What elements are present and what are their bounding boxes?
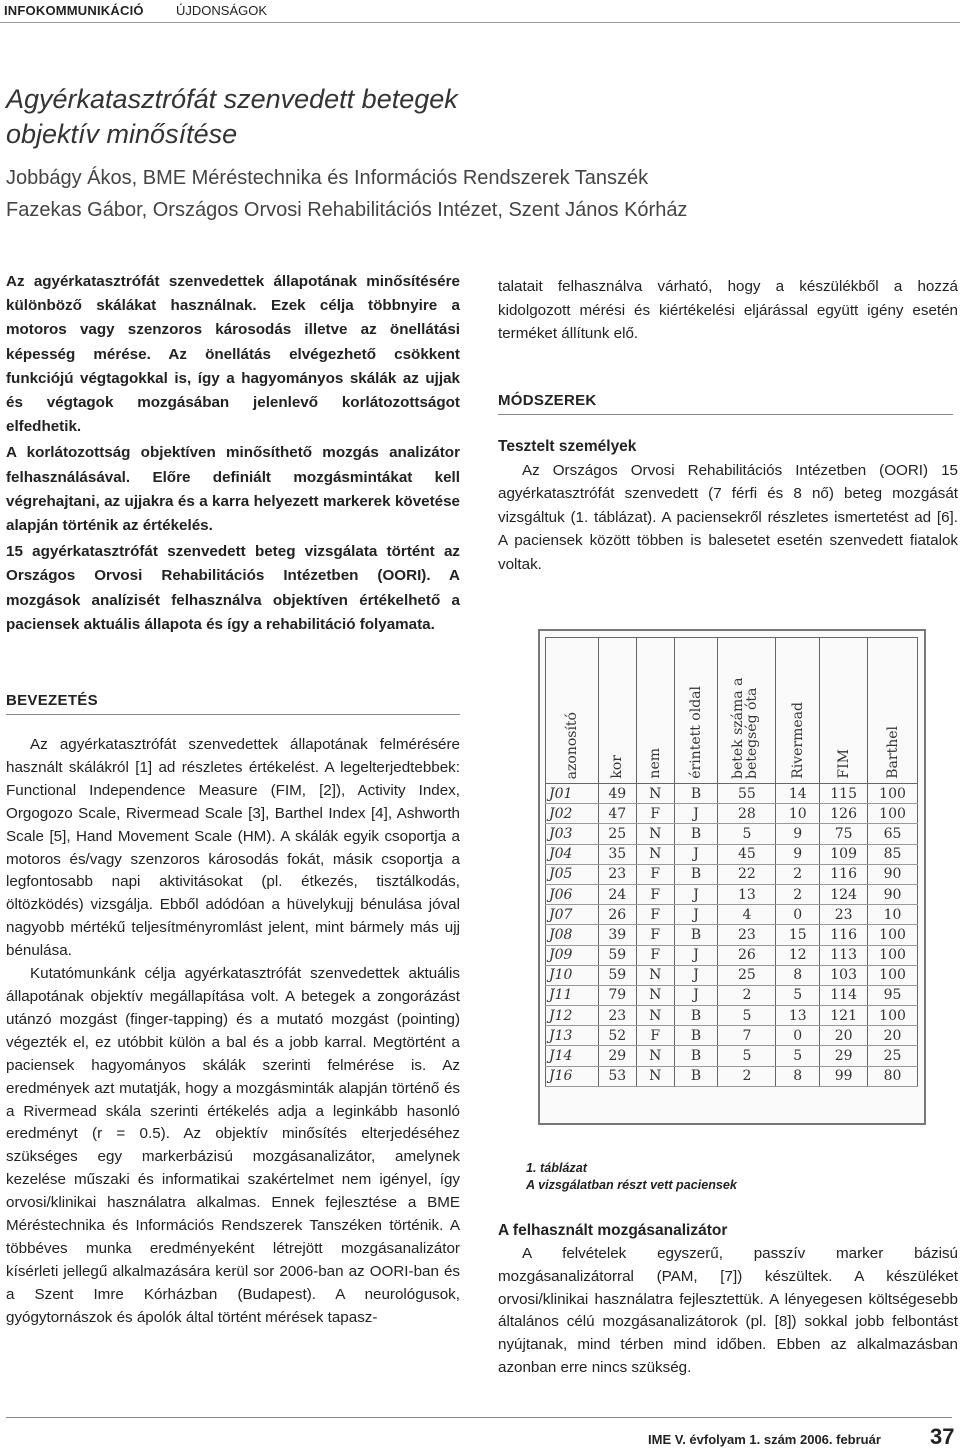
table-row bbox=[546, 1066, 918, 1086]
table-cell: 116 bbox=[820, 925, 868, 945]
table-cell: B bbox=[674, 925, 718, 945]
table-cell: 14 bbox=[776, 784, 820, 804]
abstract-paragraph: Az agyérkatasztrófát szenvedettek állapotának minősítésére különböző skálákat használnak. Ezek célja többnyire a motoros vagy szenzoros károsodás illetve az önellátási képesség mérése. Az önellátás elvégezhető csökkent funkciójú végtagokkal is, így a hagyományos skálák az ujjak és végtagok mozgásában jelenlevő korlátozottságot elfedhetik. bbox=[6, 273, 460, 436]
table-cell: B bbox=[674, 864, 718, 884]
table-cell: 90 bbox=[868, 884, 918, 904]
table-cell: 45 bbox=[718, 844, 776, 864]
table-cell: 2 bbox=[718, 1066, 776, 1086]
table-cell: N bbox=[636, 844, 674, 864]
table-cell: N bbox=[636, 1066, 674, 1086]
table-cell: 95 bbox=[868, 985, 918, 1005]
table-cell: 5 bbox=[718, 1006, 776, 1026]
table-cell: F bbox=[636, 925, 674, 945]
table-cell: 55 bbox=[718, 784, 776, 804]
introduction-heading: BEVEZETÉS bbox=[6, 692, 98, 709]
table-cell: 99 bbox=[820, 1066, 868, 1086]
table-cell: J bbox=[674, 905, 718, 925]
table-cell: 121 bbox=[820, 1006, 868, 1026]
page-number: 37 bbox=[930, 1424, 955, 1449]
table-cell: 23 bbox=[598, 1006, 636, 1026]
table-cell: 52 bbox=[598, 1026, 636, 1046]
table-cell-id: J02 bbox=[546, 804, 599, 824]
table-cell: 23 bbox=[820, 905, 868, 925]
table-cell: 65 bbox=[868, 824, 918, 844]
table-caption-number: 1. táblázat bbox=[526, 1161, 587, 1175]
journal-info: IME V. évfolyam 1. szám 2006. február bbox=[648, 1432, 881, 1447]
table-cell-id: J10 bbox=[546, 965, 599, 985]
table-cell: 9 bbox=[776, 844, 820, 864]
introduction-paragraph: Az agyérkatasztrófát szenvedettek állapotának felmérésére használt skálákról [1] ad részletes értékelést. A legelterjedtebbek: Functional Independence Measure (FIM, [2]), Activity Index, Orgogozo Scale, Rivermead Scale [3], Barthel Index [4], Ashworth Scale [5], Hand Movement Scale (HM). A skálák egyik csoportja a motoros és/vagy szenzoros károsodás fokát, másik csoportja a legfontosabb napi aktivitásokat (pl. étkezés, tisztálkodás, öltözködés) vizsgálja. Ebből adódóan a hüvelykujj bénulása jóval nagyobb mértékű teljesítményromlást jelent, mint bármely más ujj bénulása. bbox=[6, 736, 460, 960]
table-cell-id: J09 bbox=[546, 945, 599, 965]
title-line-2: objektív minősítése bbox=[6, 119, 238, 149]
table-header-cell: kor bbox=[598, 638, 636, 784]
table-cell: 9 bbox=[776, 824, 820, 844]
table-cell: 5 bbox=[776, 1046, 820, 1066]
table-cell: 100 bbox=[868, 965, 918, 985]
table-cell: 20 bbox=[868, 1026, 918, 1046]
table-cell: N bbox=[636, 784, 674, 804]
table-cell: 5 bbox=[718, 824, 776, 844]
table-header-cell: érintett oldal bbox=[674, 638, 718, 784]
table-cell: 116 bbox=[820, 864, 868, 884]
table-cell-id: J16 bbox=[546, 1066, 599, 1086]
table-cell: 8 bbox=[776, 1066, 820, 1086]
table-cell: 2 bbox=[776, 864, 820, 884]
footer-divider bbox=[6, 1417, 952, 1418]
table-cell: 80 bbox=[868, 1066, 918, 1086]
article-title bbox=[6, 82, 726, 152]
table-cell: B bbox=[674, 824, 718, 844]
table-cell: 26 bbox=[598, 905, 636, 925]
table-cell: 59 bbox=[598, 945, 636, 965]
table-cell: 53 bbox=[598, 1066, 636, 1086]
author-1: Jobbágy Ákos, BME Méréstechnika és Információs Rendszerek Tanszék bbox=[6, 167, 649, 189]
table-cell: 25 bbox=[868, 1046, 918, 1066]
methods-heading: MÓDSZEREK bbox=[498, 392, 597, 409]
table-cell: 124 bbox=[820, 884, 868, 904]
table-cell: 75 bbox=[820, 824, 868, 844]
table-cell: J bbox=[674, 985, 718, 1005]
table-cell: 10 bbox=[868, 905, 918, 925]
analyzer-subheading: A felhasznált mozgásanalizátor bbox=[498, 1222, 728, 1239]
table-cell: 10 bbox=[776, 804, 820, 824]
table-cell: 59 bbox=[598, 965, 636, 985]
table-cell: 20 bbox=[820, 1026, 868, 1046]
table-cell: 22 bbox=[718, 864, 776, 884]
table-header-cell: nem bbox=[636, 638, 674, 784]
table-row bbox=[546, 925, 918, 945]
analyzer-text bbox=[498, 1243, 958, 1380]
table-cell: 115 bbox=[820, 784, 868, 804]
table-cell: J bbox=[674, 945, 718, 965]
table-cell: 49 bbox=[598, 784, 636, 804]
table-row bbox=[546, 784, 918, 804]
table-cell: N bbox=[636, 965, 674, 985]
table-cell: 35 bbox=[598, 844, 636, 864]
table-cell: 25 bbox=[598, 824, 636, 844]
abstract bbox=[6, 270, 460, 639]
section-header bbox=[0, 0, 960, 22]
table-cell: 100 bbox=[868, 784, 918, 804]
table-cell: 100 bbox=[868, 925, 918, 945]
subjects-text bbox=[498, 459, 958, 576]
table-cell-id: J05 bbox=[546, 864, 599, 884]
subsection-label: ÚJDONSÁGOK bbox=[176, 3, 268, 18]
table-cell: J bbox=[674, 965, 718, 985]
table-cell-id: J13 bbox=[546, 1026, 599, 1046]
table-cell: 100 bbox=[868, 804, 918, 824]
table-cell: 2 bbox=[718, 985, 776, 1005]
table-cell: 24 bbox=[598, 884, 636, 904]
table-cell: 15 bbox=[776, 925, 820, 945]
subjects-paragraph: Az Országos Orvosi Rehabilitációs Intézetben (OORI) 15 agyérkatasztrófát szenvedett (7 férfi és 8 nő) beteg mozgását vizsgáltuk (1. táblázat). A paciensekről részletes ismertetést ad [6]. A paciensek között többen is balesetet esetén szenvedett fiatalok voltak. bbox=[498, 462, 958, 573]
table-cell: 29 bbox=[820, 1046, 868, 1066]
table-row bbox=[546, 985, 918, 1005]
table-cell: 7 bbox=[718, 1026, 776, 1046]
introduction-heading-rule bbox=[6, 714, 460, 715]
header-divider bbox=[0, 22, 960, 23]
table-row bbox=[546, 884, 918, 904]
section-label: INFOKOMMUNIKÁCIÓ bbox=[4, 3, 144, 18]
table-cell: 29 bbox=[598, 1046, 636, 1066]
introduction-paragraph: Kutatómunkánk célja agyérkatasztrófát szenvedettek aktuális állapotának objektív megállapítása volt. A betegek a zongorázást utánzó mozgást (finger-tapping) és a mutató mozgást (pointing) végezték el, ez utóbbit külön a bal és a jobb karral. Megtörtént a paciensek hagyományos skálák szerinti felmérése is. Az eredmények azt mutatják, hogy a mozgásminták alapján történő és a Rivermead skála szerinti értékelés adja a leginkább hasonló eredményt (r = 0.5). Az objektív minősítés elterjedéséhez szükséges egy markerbázisú mozgásanalizátor, amelynek kezelése műszaki és informatikai szakértelmet nem igényel, így orvosi/klinikai használatra alkalmas. Ennek fejlesztése a BME Méréstechnika és Információs Rendszerek Tanszéken történik. A többéves munka eredményeként létrejött mozgásanalizátor kísérleti jellegű alkalmazására kerül sor 2006-ban az OORI-ban és a Szent Imre Kórházban (Budapest). A neurológusok, gyógytornászok és ápolók által történt mérések tapasz- bbox=[6, 965, 460, 1326]
table-cell: N bbox=[636, 824, 674, 844]
table-cell: B bbox=[674, 1026, 718, 1046]
table-cell: 13 bbox=[776, 1006, 820, 1026]
table-cell: 8 bbox=[776, 965, 820, 985]
table-row bbox=[546, 1006, 918, 1026]
table-cell: 114 bbox=[820, 985, 868, 1005]
table-cell: N bbox=[636, 1006, 674, 1026]
table-cell: J bbox=[674, 844, 718, 864]
table-row bbox=[546, 804, 918, 824]
table-cell: 25 bbox=[718, 965, 776, 985]
table-cell: 2 bbox=[776, 884, 820, 904]
table-body bbox=[546, 784, 918, 1087]
table-cell: 109 bbox=[820, 844, 868, 864]
table-cell: 47 bbox=[598, 804, 636, 824]
table-cell-id: J11 bbox=[546, 985, 599, 1005]
table-cell: F bbox=[636, 945, 674, 965]
table-cell-id: J06 bbox=[546, 884, 599, 904]
table-cell: 23 bbox=[598, 864, 636, 884]
table-cell: 28 bbox=[718, 804, 776, 824]
table-cell: F bbox=[636, 905, 674, 925]
table-row bbox=[546, 864, 918, 884]
title-line-1: Agyérkatasztrófát szenvedett betegek bbox=[6, 84, 458, 114]
subjects-subheading: Tesztelt személyek bbox=[498, 438, 637, 455]
table-caption bbox=[526, 1160, 737, 1194]
table-cell: B bbox=[674, 1046, 718, 1066]
table-cell: 0 bbox=[776, 1026, 820, 1046]
introduction-text bbox=[6, 734, 460, 1330]
table-header-row bbox=[546, 638, 918, 784]
table-cell: 5 bbox=[776, 985, 820, 1005]
table-cell: 13 bbox=[718, 884, 776, 904]
table-cell: 85 bbox=[868, 844, 918, 864]
analyzer-paragraph: A felvételek egyszerű, passzív marker bázisú mozgásanalizátorral (PAM, [7]) készültek. A készüléket orvosi/klinikai használatra fejlesztettük. A lényegesen költségesebb általános célú mozgásanalizátorok (pl. [8]) sokkal jobb felbontást nyújtanak, mind térben mind időben. Ebben az alkalmazásban azonban erre nincs szükség. bbox=[498, 1245, 958, 1376]
table-cell: F bbox=[636, 804, 674, 824]
table-row bbox=[546, 905, 918, 925]
table-cell: 113 bbox=[820, 945, 868, 965]
table-cell: 90 bbox=[868, 864, 918, 884]
table-cell: 79 bbox=[598, 985, 636, 1005]
table-cell: 100 bbox=[868, 945, 918, 965]
abstract-paragraph: A korlátozottság objektíven minősíthető mozgás analizátor felhasználásával. Előre definiált mozgásmintákat kell végrehajtani, az ujjakra és a karra helyezett markerek követése alapján történik az értékelés. bbox=[6, 444, 460, 535]
table-cell: 0 bbox=[776, 905, 820, 925]
table-cell: 103 bbox=[820, 965, 868, 985]
table-cell: 4 bbox=[718, 905, 776, 925]
table-cell: 12 bbox=[776, 945, 820, 965]
author-2: Fazekas Gábor, Országos Orvosi Rehabilitációs Intézet, Szent János Kórház bbox=[6, 199, 688, 221]
table-cell-id: J04 bbox=[546, 844, 599, 864]
table-cell: F bbox=[636, 864, 674, 884]
table-row bbox=[546, 824, 918, 844]
table-cell: B bbox=[674, 784, 718, 804]
table-cell-id: J14 bbox=[546, 1046, 599, 1066]
table-cell: F bbox=[636, 884, 674, 904]
table-cell: F bbox=[636, 1026, 674, 1046]
table-row bbox=[546, 965, 918, 985]
intro-continuation: talatait felhasználva várható, hogy a készülékből a hozzá kidolgozott mérési és kiértékelési eljárással együtt igény esetén terméket állítunk elő. bbox=[498, 278, 958, 342]
table-cell: 126 bbox=[820, 804, 868, 824]
table-cell: B bbox=[674, 1066, 718, 1086]
table-row bbox=[546, 844, 918, 864]
table-cell: 26 bbox=[718, 945, 776, 965]
table-row bbox=[546, 1026, 918, 1046]
abstract-paragraph: 15 agyérkatasztrófát szenvedett beteg vizsgálata történt az Országos Orvosi Rehabilitációs Intézetben (OORI). A mozgások analízisét felhasználva objektíven értékelhető a paciensek aktuális állapota és így a rehabilitáció folyamata. bbox=[6, 543, 460, 633]
table-cell-id: J01 bbox=[546, 784, 599, 804]
table-cell-id: J07 bbox=[546, 905, 599, 925]
table-cell: 100 bbox=[868, 1006, 918, 1026]
table-cell: N bbox=[636, 1046, 674, 1066]
table-caption-text: A vizsgálatban részt vett paciensek bbox=[526, 1178, 737, 1192]
table-cell: 23 bbox=[718, 925, 776, 945]
table-cell: N bbox=[636, 985, 674, 1005]
table-row bbox=[546, 945, 918, 965]
methods-heading-rule bbox=[498, 414, 953, 415]
table-cell: 39 bbox=[598, 925, 636, 945]
table-header-cell: Rivermead bbox=[776, 638, 820, 784]
table-cell: 5 bbox=[718, 1046, 776, 1066]
table-cell-id: J03 bbox=[546, 824, 599, 844]
table-cell-id: J12 bbox=[546, 1006, 599, 1026]
table-cell: J bbox=[674, 804, 718, 824]
table-cell: B bbox=[674, 1006, 718, 1026]
table-cell: J bbox=[674, 884, 718, 904]
table-header-cell: Barthel bbox=[868, 638, 918, 784]
table-header-cell: azonosító bbox=[546, 638, 599, 784]
patients-table bbox=[545, 637, 918, 1087]
table-header-cell: betek száma a betegség óta bbox=[718, 638, 776, 784]
table-header-cell: FIM bbox=[820, 638, 868, 784]
table-cell-id: J08 bbox=[546, 925, 599, 945]
table-row bbox=[546, 1046, 918, 1066]
